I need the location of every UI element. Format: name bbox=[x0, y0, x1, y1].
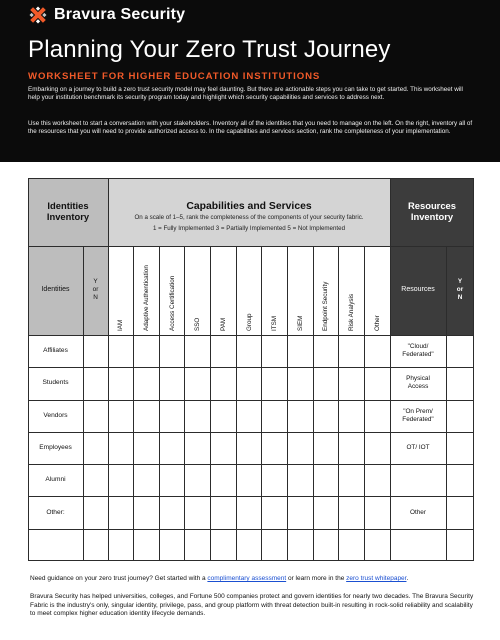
column-divider bbox=[338, 246, 339, 561]
yn-or: or bbox=[92, 286, 99, 293]
column-divider bbox=[313, 246, 314, 561]
bravura-logo-mark-icon bbox=[28, 5, 48, 25]
row-divider bbox=[28, 335, 474, 336]
about-paragraph: Bravura Security has helped universities, colleges, and Fortune 500 companies protect and govern identities for nearly two decades. The Bravura Security Fabric is the industry's only, singular identity, privilege, pass, and group platform with threat detection built-in resulting in rock-solid reliability and scalability to meet complex higher education identity lifecycle demands. bbox=[30, 593, 474, 618]
capability-label: ITSM bbox=[271, 315, 279, 331]
worksheet-table bbox=[28, 178, 474, 561]
capability-label: PAM bbox=[219, 317, 227, 331]
guidance-suffix: . bbox=[406, 575, 409, 582]
capability-label: SIEM bbox=[296, 315, 304, 331]
column-divider bbox=[364, 246, 365, 561]
resources-yn-label bbox=[446, 278, 474, 302]
resource-row-label: OT/ IOT bbox=[406, 444, 430, 451]
capabilities-scale-text: On a scale of 1–5, rank the completeness of the components of your security fabric. bbox=[134, 214, 364, 221]
guidance-text bbox=[30, 575, 474, 584]
capabilities-legend-text: 1 = Fully Implemented 3 = Partially Implemented 5 = Not Implemented bbox=[152, 225, 346, 232]
identity-row-label: Alumni bbox=[45, 476, 66, 484]
column-divider bbox=[184, 246, 185, 561]
assessment-link[interactable]: complimentary assessment bbox=[207, 575, 287, 582]
identities-inventory-header: Identities Inventory bbox=[46, 200, 90, 222]
capability-label: SSO bbox=[194, 317, 202, 331]
column-divider bbox=[108, 178, 109, 561]
identity-row-label: Other: bbox=[46, 508, 65, 516]
row-divider bbox=[28, 367, 474, 368]
resource-row-label: "Cloud/ Federated" bbox=[402, 343, 434, 359]
column-divider bbox=[390, 178, 391, 246]
guidance-prefix: Need guidance on your zero trust journey? Get started with a bbox=[30, 575, 208, 582]
resources-inventory-header: Resources Inventory bbox=[408, 200, 456, 222]
capability-label: Adaptive Authentication bbox=[142, 265, 150, 331]
yn-or: or bbox=[456, 286, 464, 293]
table-border bbox=[28, 178, 474, 179]
table-border bbox=[28, 178, 29, 561]
yn-n: N bbox=[457, 294, 463, 301]
column-divider bbox=[133, 246, 134, 561]
row-divider bbox=[28, 400, 474, 401]
header-banner bbox=[0, 0, 500, 162]
yn-y: Y bbox=[457, 278, 463, 285]
identity-row-label: Vendors bbox=[43, 411, 68, 419]
column-divider bbox=[287, 246, 288, 561]
column-divider bbox=[261, 246, 262, 561]
page-title: Planning Your Zero Trust Journey bbox=[28, 36, 391, 63]
identities-yn-label bbox=[83, 278, 108, 302]
table-border bbox=[473, 178, 474, 561]
identity-row-label: Employees bbox=[39, 444, 72, 451]
row-divider bbox=[28, 529, 474, 530]
column-divider bbox=[210, 246, 211, 561]
column-divider bbox=[159, 246, 160, 561]
capability-label: Risk Analysis bbox=[348, 293, 356, 331]
resource-row-label: Physical Access bbox=[406, 375, 430, 391]
intro-paragraph: Embarking on a journey to build a zero trust security model may feel daunting. But there are actionable steps you can take to get started. This worksheet will help your institution benchmark its security program today and highlight which security capabilities and services to address next. bbox=[28, 86, 463, 102]
whitepaper-link[interactable]: zero trust whitepaper bbox=[346, 575, 407, 582]
yn-n: N bbox=[93, 294, 98, 301]
capability-label: Endpoint Security bbox=[322, 281, 330, 331]
page-subtitle: WORKSHEET FOR HIGHER EDUCATION INSTITUTIONS bbox=[28, 71, 321, 82]
table-border bbox=[28, 560, 474, 561]
column-divider bbox=[236, 246, 237, 561]
resources-column-label: Resources bbox=[401, 286, 435, 293]
identities-column-label: Identities bbox=[41, 286, 70, 293]
column-divider bbox=[446, 246, 447, 561]
instructions-paragraph: Use this worksheet to start a conversation with your stakeholders. Inventory all of the identities that you need to manage on the left. On the right, inventory all of the resources that you will need to provide authorized access to. In the capabilities and services section, rank the completeness of your implementation. bbox=[28, 120, 473, 136]
capabilities-header: Capabilities and Services bbox=[186, 201, 312, 212]
capability-label: Access Certification bbox=[168, 275, 176, 331]
header-divider bbox=[28, 246, 474, 247]
capabilities-header-bg bbox=[108, 178, 390, 246]
capability-label: Group bbox=[245, 313, 253, 331]
resource-row-label: Other bbox=[410, 508, 426, 516]
row-divider bbox=[28, 464, 474, 465]
row-divider bbox=[28, 432, 474, 433]
capability-label: Other bbox=[373, 315, 381, 331]
column-divider bbox=[83, 246, 84, 561]
row-divider bbox=[28, 496, 474, 497]
resource-row-label: "On Prem/ Federated" bbox=[402, 407, 434, 423]
identity-row-label: Affiliates bbox=[43, 347, 68, 355]
brand-name: Bravura Security bbox=[54, 6, 186, 23]
identity-row-label: Students bbox=[42, 379, 69, 387]
capability-label: IAM bbox=[117, 319, 125, 331]
guidance-middle: or learn more in the bbox=[286, 575, 347, 582]
yn-y: Y bbox=[93, 278, 98, 285]
brand-logo[interactable] bbox=[28, 4, 185, 26]
